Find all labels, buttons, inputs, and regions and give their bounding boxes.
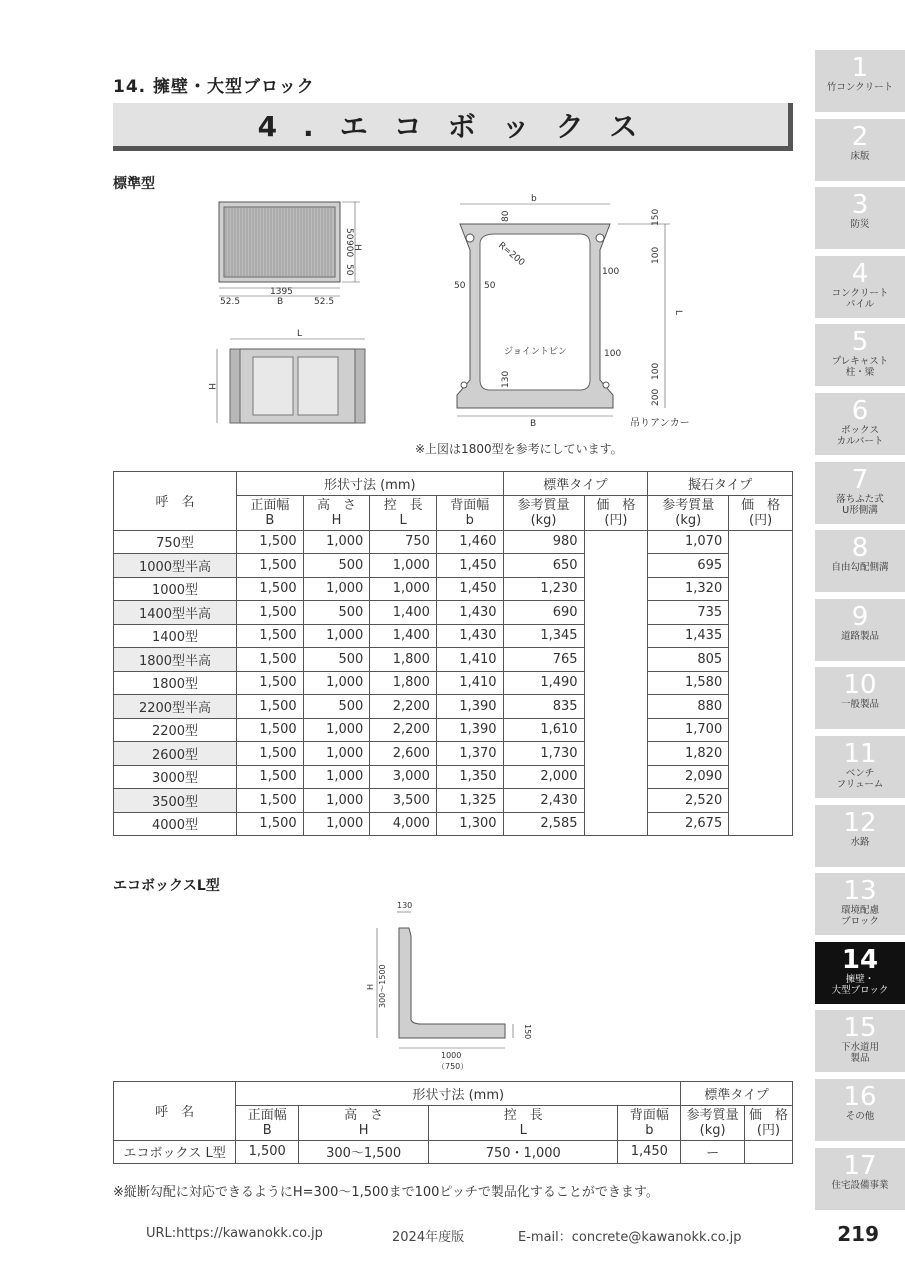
- cell-b: 1,325: [436, 789, 503, 813]
- table-row: [114, 530, 793, 554]
- cell-L: 2,200: [370, 718, 437, 742]
- table-row: [114, 601, 793, 625]
- cell-stone-price: [729, 530, 793, 836]
- chapter-tab-2[interactable]: [815, 119, 905, 181]
- chapter-tab-label: ベンチ: [845, 768, 875, 779]
- dim-label: b: [531, 194, 537, 204]
- table-row: [114, 789, 793, 813]
- chapter-tab-label: ブロック: [841, 916, 879, 928]
- chapter-tab-number: 4: [851, 258, 869, 289]
- cell-L: 1,800: [370, 671, 437, 695]
- table-row: [114, 577, 793, 601]
- cell-b: 1,410: [436, 671, 503, 695]
- dim-label: 50: [344, 264, 354, 276]
- cell-H: 1,000: [303, 671, 370, 695]
- ltype-heading: エコボックスL型: [113, 878, 220, 894]
- cell-stone-weight: 695: [648, 554, 729, 578]
- chapter-tab-number: 15: [843, 1013, 877, 1044]
- std-group-header: 標準タイプ: [681, 1082, 793, 1106]
- cell-b: 1,410: [436, 648, 503, 672]
- table-row: [114, 624, 793, 648]
- dim-label: H: [366, 983, 375, 990]
- cell-b: 1,460: [436, 530, 503, 554]
- row-name: 1800型: [114, 671, 237, 695]
- cell-b: 1,450: [436, 577, 503, 601]
- col-name-header: 呼 名: [114, 472, 237, 531]
- chapter-tab-17[interactable]: [815, 1148, 905, 1210]
- cell-B: 1,500: [237, 624, 304, 648]
- cell-L: 4,000: [370, 812, 437, 836]
- dim-label: 150: [651, 208, 661, 226]
- cell-stone-weight: 1,700: [648, 718, 729, 742]
- chapter-tab-label: 竹コンクリート: [826, 82, 894, 93]
- cell-weight: 1,345: [503, 624, 584, 648]
- cell-weight: 2,000: [503, 765, 584, 789]
- cell-b: 1,370: [436, 742, 503, 766]
- chapter-tab-10[interactable]: [815, 667, 905, 729]
- dim-label: L: [673, 310, 683, 316]
- dim-label: 52.5: [314, 297, 335, 307]
- chapter-tab-15[interactable]: [815, 1010, 905, 1072]
- chapter-tab-7[interactable]: [815, 462, 905, 524]
- chapter-tab-4[interactable]: [815, 256, 905, 318]
- row-name: 3500型: [114, 789, 237, 813]
- chapter-tab-label: 大型ブロック: [831, 984, 889, 996]
- col-header-L: 控 長 L: [370, 495, 437, 530]
- cell-price: [744, 1140, 792, 1164]
- row-name: エコボックス L型: [114, 1140, 236, 1164]
- table-row: [114, 671, 793, 695]
- cell-B: 1,500: [237, 789, 304, 813]
- dim-label: 1000: [441, 1051, 462, 1060]
- cell-weight: ー: [681, 1140, 745, 1164]
- cell-H: 1,000: [303, 789, 370, 813]
- chapter-tab-label: 製品: [850, 1053, 870, 1065]
- table-row: [114, 718, 793, 742]
- cell-L: 750: [370, 530, 437, 554]
- cell-L: 2,200: [370, 695, 437, 719]
- cell-B: 1,500: [237, 765, 304, 789]
- standard-spec-table: [113, 471, 793, 836]
- cell-weight: 2,430: [503, 789, 584, 813]
- chapter-tab-label: 擁壁・: [845, 973, 875, 985]
- col-header-B: 正面幅 B: [237, 495, 304, 530]
- cell-stone-weight: 735: [648, 601, 729, 625]
- chapter-tab-number: 13: [843, 876, 877, 907]
- page-title: 4.エコボックス: [257, 109, 664, 143]
- chapter-tab-number: 7: [851, 464, 869, 495]
- chapter-tab-number: 5: [851, 327, 869, 358]
- dim-label: 50: [454, 281, 466, 291]
- chapter-tab-label: 一般製品: [840, 699, 879, 711]
- cell-L: 3,500: [370, 789, 437, 813]
- cell-stone-weight: 1,070: [648, 530, 729, 554]
- chapter-tab-number: 10: [843, 670, 877, 701]
- cell-stone-weight: 1,820: [648, 742, 729, 766]
- dim-label: 100: [651, 246, 661, 264]
- chapter-tab-label: ボックス: [841, 425, 879, 436]
- chapter-tab-8[interactable]: [815, 530, 905, 592]
- chapter-tab-number: 14: [841, 944, 879, 975]
- cell-weight: 1,730: [503, 742, 584, 766]
- dim-label: 130: [397, 901, 413, 910]
- ltype-figure: [365, 898, 545, 1076]
- dim-label: 100: [602, 267, 620, 277]
- chapter-tab-12[interactable]: [815, 805, 905, 867]
- cell-weight: 1,490: [503, 671, 584, 695]
- cell-weight: 765: [503, 648, 584, 672]
- figure-note: ※上図は1800型を参考にしています。: [415, 442, 623, 456]
- cell-H: 1,000: [303, 577, 370, 601]
- chapter-tab-number: 16: [843, 1082, 877, 1112]
- standard-table-body: [114, 530, 793, 836]
- cell-B: 1,500: [237, 577, 304, 601]
- chapter-tab-11[interactable]: [815, 736, 905, 798]
- cell-weight: 690: [503, 601, 584, 625]
- chapter-tab-label: 落ちふた式: [836, 493, 884, 505]
- chapter-tab-6[interactable]: [815, 393, 905, 455]
- dim-label: B: [277, 297, 284, 307]
- cell-L: 1,400: [370, 624, 437, 648]
- page-title-bar: [113, 103, 793, 151]
- cell-weight: 1,610: [503, 718, 584, 742]
- row-name: 1000型: [114, 577, 237, 601]
- col-header-b: 背面幅 b: [436, 495, 503, 530]
- dim-label: 100: [604, 349, 622, 359]
- chapter-tab-label: フリューム: [836, 779, 884, 790]
- cell-B: 1,500: [237, 648, 304, 672]
- dim-label: B: [530, 419, 537, 429]
- chapter-tab-5[interactable]: [815, 324, 905, 386]
- dim-label: 50: [484, 281, 496, 291]
- stone-group-header: 擬石タイプ: [648, 472, 793, 496]
- cell-B: 1,500: [237, 601, 304, 625]
- cell-B: 1,500: [237, 695, 304, 719]
- chapter-tab-number: 2: [851, 121, 869, 152]
- standard-heading: 標準型: [113, 176, 155, 192]
- cell-L: 1,400: [370, 601, 437, 625]
- chapter-tab-label: プレキャスト: [831, 356, 889, 368]
- chapter-tab-16[interactable]: [815, 1079, 905, 1141]
- cell-B: 1,500: [237, 530, 304, 554]
- cell-L: 750・1,000: [429, 1140, 618, 1164]
- chapter-tab-number: 9: [851, 601, 869, 632]
- plan-view-figure: [200, 190, 370, 310]
- cell-B: 1,500: [237, 812, 304, 836]
- chapter-tab-label: 道路製品: [840, 630, 879, 642]
- row-name: 1000型半高: [114, 554, 237, 578]
- cell-H: 1,000: [303, 624, 370, 648]
- col-header-L: 控 長 L: [429, 1105, 618, 1140]
- dim-label: H: [206, 383, 216, 390]
- chapter-tab-label: その他: [845, 1111, 875, 1122]
- cell-stone-weight: 805: [648, 648, 729, 672]
- dim-label: H: [352, 244, 362, 251]
- footer-url[interactable]: URL:https://kawanokk.co.jp: [146, 1226, 323, 1241]
- dim-label: R=200: [496, 240, 527, 269]
- chapter-tab-number: 12: [843, 807, 877, 838]
- cell-stone-weight: 2,675: [648, 812, 729, 836]
- row-name: 1400型半高: [114, 601, 237, 625]
- chapter-tab-9[interactable]: [815, 599, 905, 661]
- chapter-tab-label: 柱・梁: [845, 367, 875, 379]
- cell-b: 1,350: [436, 765, 503, 789]
- footer-email[interactable]: E-mail：concrete@kawanokk.co.jp: [518, 1230, 742, 1245]
- cell-stone-weight: 1,435: [648, 624, 729, 648]
- dim-label: 300〜1500: [378, 964, 387, 1008]
- table-row: [114, 695, 793, 719]
- cell-B: 1,500: [236, 1140, 299, 1164]
- col-header-b: 背面幅 b: [618, 1105, 681, 1140]
- chapter-tab-14[interactable]: [815, 942, 905, 1004]
- dims-group-header: 形状寸法 (mm): [237, 472, 504, 496]
- cell-weight: 980: [503, 530, 584, 554]
- cell-weight: 2,585: [503, 812, 584, 836]
- cell-stone-weight: 880: [648, 695, 729, 719]
- cell-b: 1,430: [436, 601, 503, 625]
- cell-stone-weight: 1,580: [648, 671, 729, 695]
- cell-B: 1,500: [237, 718, 304, 742]
- table-row: [114, 554, 793, 578]
- row-name: 2200型半高: [114, 695, 237, 719]
- cell-weight: 650: [503, 554, 584, 578]
- joint-pin-label: ジョイントピン: [504, 347, 567, 357]
- cell-H: 500: [303, 554, 370, 578]
- std-group-header: 標準タイプ: [503, 472, 648, 496]
- col-header-price: 価 格 (円): [584, 495, 648, 530]
- cell-L: 1,000: [370, 577, 437, 601]
- section-view-figure: [440, 190, 700, 430]
- dim-label: 900: [344, 240, 354, 258]
- cell-b: 1,390: [436, 718, 503, 742]
- cell-weight: 835: [503, 695, 584, 719]
- page-number: 219: [837, 1222, 879, 1246]
- cell-H: 1,000: [303, 812, 370, 836]
- ltype-note: ※縦断勾配に対応できるようにH=300〜1,500まで100ピッチで製品化することができます。: [113, 1185, 659, 1200]
- chapter-tab-number: 6: [851, 396, 869, 426]
- chapter-tab-label: パイル: [845, 298, 875, 310]
- chapter-tab-number: 8: [851, 533, 869, 564]
- chapter-tab-label: 住宅設備事業: [831, 1179, 889, 1191]
- chapter-tab-label: カルバート: [836, 436, 884, 447]
- cell-H: 500: [303, 601, 370, 625]
- cell-B: 1,500: [237, 554, 304, 578]
- chapter-tab-1[interactable]: [815, 50, 905, 112]
- dim-label: 150: [523, 1024, 532, 1040]
- side-view-figure: [205, 325, 375, 430]
- cell-H: 1,000: [303, 718, 370, 742]
- dim-label: 130: [501, 370, 511, 388]
- chapter-tab-label: 防災: [850, 219, 870, 231]
- row-name: 2600型: [114, 742, 237, 766]
- chapter-tab-3[interactable]: [815, 187, 905, 249]
- cell-B: 1,500: [237, 742, 304, 766]
- dim-label: L: [297, 329, 303, 339]
- chapter-tab-number: 11: [843, 739, 877, 769]
- col-header-H: 高 さ H: [299, 1105, 429, 1140]
- section-heading: 14. 擁壁・大型ブロック: [113, 77, 315, 97]
- dim-label: （750）: [437, 1062, 469, 1071]
- chapter-tab-label: 水路: [850, 836, 870, 848]
- cell-H: 1,000: [303, 742, 370, 766]
- chapter-tab-label: コンクリート: [831, 287, 889, 299]
- table-row: [114, 765, 793, 789]
- cell-stone-weight: 2,520: [648, 789, 729, 813]
- cell-b: 1,450: [436, 554, 503, 578]
- col-header-weight: 参考質量 (kg): [503, 495, 584, 530]
- dim-label: 100: [651, 362, 661, 380]
- cell-L: 1,800: [370, 648, 437, 672]
- row-name: 1400型: [114, 624, 237, 648]
- row-name: 3000型: [114, 765, 237, 789]
- chapter-tab-label: 床版: [850, 150, 870, 162]
- table-row: [114, 742, 793, 766]
- cell-L: 3,000: [370, 765, 437, 789]
- anchor-label: 吊りアンカー: [630, 418, 690, 429]
- cell-H: 500: [303, 648, 370, 672]
- dim-label: 200: [651, 388, 661, 406]
- col-header-H: 高 さ H: [303, 495, 370, 530]
- chapter-tab-label: 環境配慮: [840, 905, 879, 917]
- cell-b: 1,430: [436, 624, 503, 648]
- row-name: 2200型: [114, 718, 237, 742]
- cell-b: 1,450: [618, 1140, 681, 1164]
- row-name: 4000型: [114, 812, 237, 836]
- chapter-tab-label: U形側溝: [842, 504, 878, 516]
- cell-b: 1,390: [436, 695, 503, 719]
- col-header-stone-weight: 参考質量 (kg): [648, 495, 729, 530]
- cell-stone-weight: 2,090: [648, 765, 729, 789]
- chapter-tab-label: 下水道用: [840, 1042, 879, 1054]
- dim-label: 50: [344, 228, 354, 240]
- col-header-weight: 参考質量 (kg): [681, 1105, 745, 1140]
- cell-H: 1,000: [303, 765, 370, 789]
- col-header-B: 正面幅 B: [236, 1105, 299, 1140]
- table-row: [114, 812, 793, 836]
- dim-label: 80: [501, 210, 511, 222]
- row-name: 1800型半高: [114, 648, 237, 672]
- cell-stone-weight: 1,320: [648, 577, 729, 601]
- cell-B: 1,500: [237, 671, 304, 695]
- col-header-price: 価 格 (円): [744, 1105, 792, 1140]
- cell-H: 300〜1,500: [299, 1140, 429, 1164]
- chapter-tab-13[interactable]: [815, 873, 905, 935]
- cell-weight: 1,230: [503, 577, 584, 601]
- cell-L: 1,000: [370, 554, 437, 578]
- chapter-tab-number: 3: [851, 190, 869, 221]
- col-header-stone-price: 価 格 (円): [729, 495, 793, 530]
- cell-b: 1,300: [436, 812, 503, 836]
- chapter-tab-label: 自由勾配側溝: [831, 562, 889, 574]
- footer-edition: 2024年度版: [392, 1230, 465, 1245]
- cell-H: 500: [303, 695, 370, 719]
- row-name: 750型: [114, 530, 237, 554]
- cell-L: 2,600: [370, 742, 437, 766]
- col-name-header: 呼 名: [114, 1082, 236, 1141]
- ltype-spec-table: [113, 1081, 793, 1164]
- cell-price: [584, 530, 648, 836]
- dim-label: 1395: [270, 287, 293, 297]
- chapter-tab-number: 17: [843, 1150, 877, 1181]
- dim-label: 52.5: [220, 297, 241, 307]
- table-row: [114, 648, 793, 672]
- chapter-tab-number: 1: [851, 53, 869, 83]
- cell-H: 1,000: [303, 530, 370, 554]
- dims-group-header: 形状寸法 (mm): [236, 1082, 681, 1106]
